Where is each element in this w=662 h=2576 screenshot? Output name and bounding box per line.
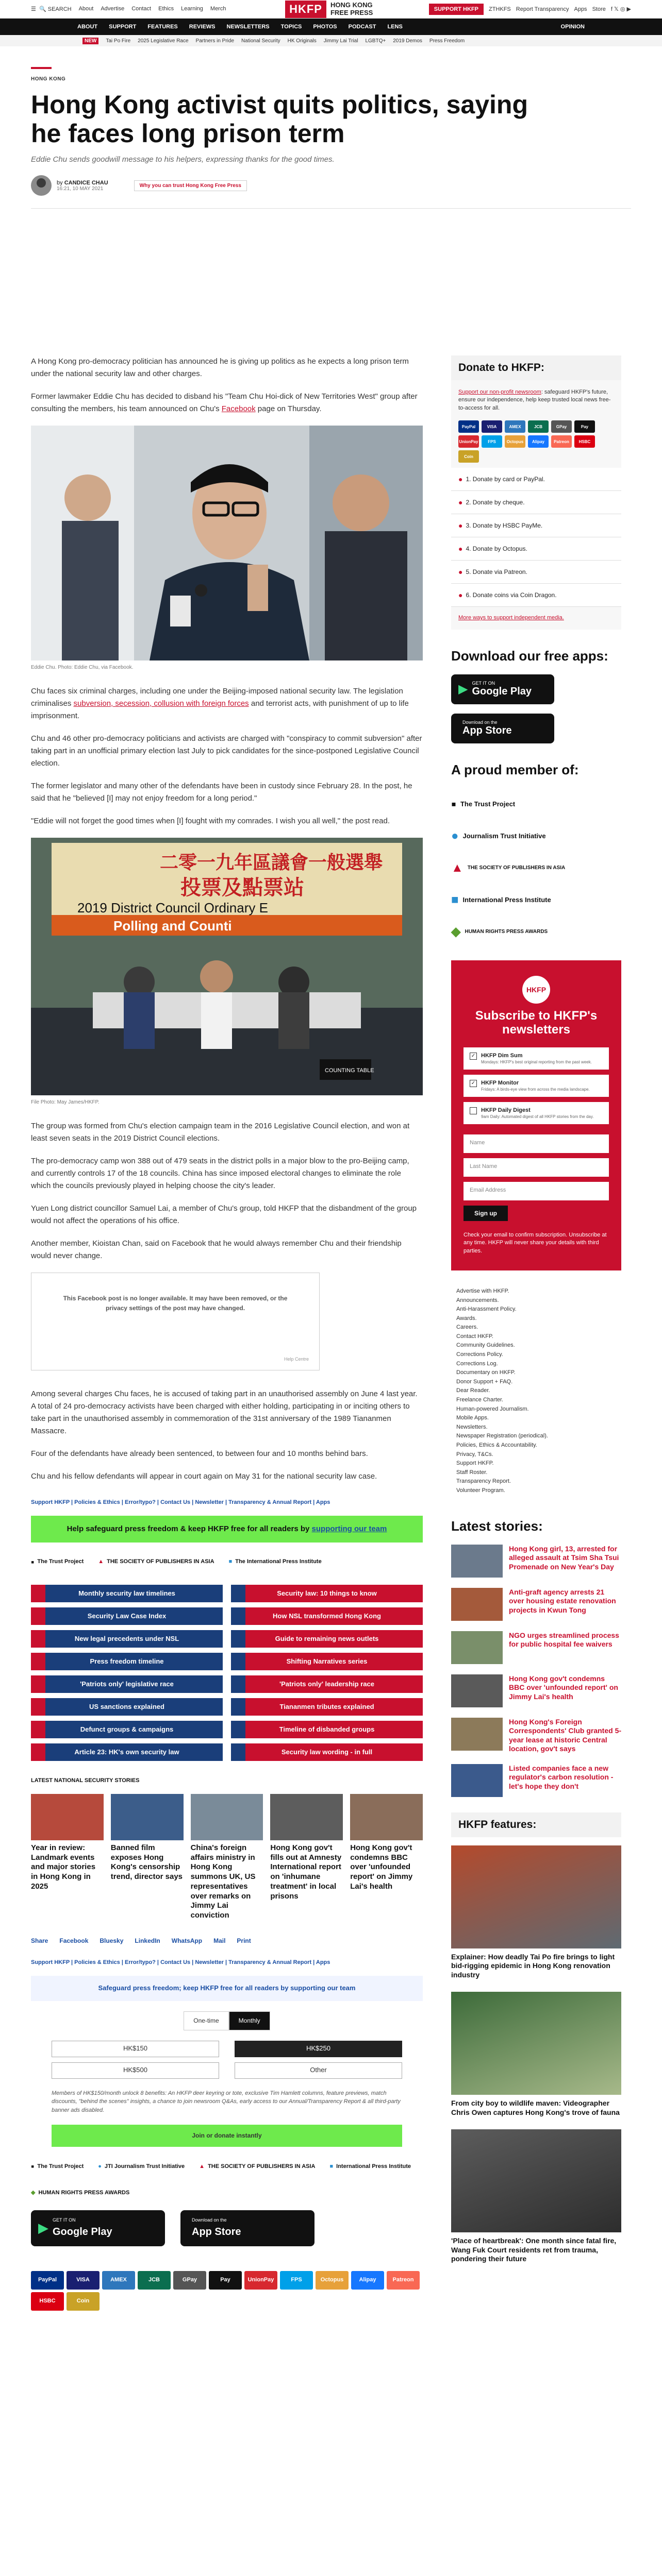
main-nav bbox=[0, 19, 662, 35]
logo-text: HONG KONG FREE PRESS bbox=[330, 1, 373, 16]
payment-method-icon: Octopus bbox=[316, 2271, 349, 2290]
sidebar-links bbox=[451, 1283, 621, 1500]
paragraph: Chu faces six criminal charges, including one under the Beijing-imposed national security law. The legislation criminalises subversion, secession, collusion with foreign forces and terrorist acts, with punishment of up to life imprisonment. bbox=[31, 687, 409, 720]
payment-method-icon: AMEX bbox=[102, 2271, 135, 2290]
sidebar-link[interactable]: Newspaper Registration (periodical). bbox=[456, 1433, 548, 1439]
nav-item[interactable]: PHOTOS bbox=[313, 24, 337, 30]
donate-heading: Donate to HKFP: bbox=[451, 355, 621, 380]
author-avatar[interactable] bbox=[31, 175, 52, 196]
jti-logo[interactable]: ● JTI Journalism Trust Initiative bbox=[98, 2163, 185, 2170]
tag-label: Defunct groups & campaigns bbox=[80, 1725, 174, 1733]
amount-option[interactable]: HK$250 bbox=[235, 2041, 402, 2057]
checkbox[interactable]: ✓ bbox=[470, 1080, 477, 1087]
tag-flag bbox=[31, 1721, 45, 1738]
top-link[interactable]: Advertise bbox=[101, 6, 125, 12]
share-whatsapp[interactable]: WhatsApp bbox=[171, 1937, 203, 1944]
support-team-link[interactable]: supporting our team bbox=[311, 1524, 387, 1533]
paragraph: Yuen Long district councillor Samuel Lai, a member of Chu's group, told HKFP that the disbandment of the group would not affect the operations of his office. bbox=[31, 1204, 417, 1225]
feature-card[interactable]: From city boy to wildlife maven: Videographer Chris Owen captures Hong Kong's trove of fauna bbox=[451, 1992, 621, 2117]
svg-text:投票及點票站: 投票及點票站 bbox=[180, 876, 304, 900]
story-thumbnail[interactable] bbox=[451, 1718, 503, 1751]
paragraph: Chu and 46 other pro-democracy politicians and activists are charged with "conspiracy to commit subversion" after taking part in an unofficial primary election last July to pick candidates for the since-postponed Legislative Council election. bbox=[31, 734, 422, 768]
payment-method-icon: UnionPay bbox=[244, 2271, 277, 2290]
top-link[interactable]: Report Transparency bbox=[516, 6, 569, 12]
tag-label: 'Patriots only' leadership race bbox=[279, 1680, 374, 1688]
tag-label: Shifting Narratives series bbox=[286, 1657, 368, 1665]
tag-flag bbox=[231, 1653, 245, 1670]
sidebar-link[interactable]: Newsletters. bbox=[456, 1423, 488, 1430]
nav-item[interactable]: REVIEWS bbox=[189, 24, 216, 30]
latest-story[interactable] bbox=[451, 1631, 621, 1664]
byline bbox=[31, 175, 631, 196]
payment-method-icon: Pay bbox=[209, 2271, 242, 2290]
nsec-card[interactable]: Banned film exposes Hong Kong's censorship trend, director says bbox=[111, 1794, 184, 1921]
share-linkedin[interactable]: LinkedIn bbox=[135, 1937, 160, 1944]
article-subtitle: Eddie Chu sends goodwill message to his helpers, expressing thanks for the good times. bbox=[31, 155, 335, 164]
nsec-card[interactable]: Hong Kong gov't condemns BBC over 'unfounded report' on Jimmy Lai's health bbox=[350, 1794, 423, 1921]
latest-story[interactable] bbox=[451, 1764, 621, 1797]
trending-link[interactable]: Press Freedom bbox=[429, 38, 465, 44]
payment-method-icon: Coin bbox=[67, 2292, 100, 2311]
tag-flag bbox=[31, 1698, 45, 1716]
share-bar bbox=[31, 1936, 423, 1946]
svg-text:2019 District Council Ordinary: 2019 District Council Ordinary E bbox=[77, 900, 268, 916]
amount-option[interactable]: HK$150 bbox=[52, 2041, 219, 2057]
newsletter-title: Subscribe to HKFP's newsletters bbox=[475, 1008, 598, 1037]
latest-heading: Latest stories: bbox=[451, 1518, 543, 1534]
paragraph: "Eddie will not forget the good times when [I] fought with my comrades. I wish you all well," the post read. bbox=[31, 817, 390, 825]
nav-item[interactable]: ABOUT bbox=[77, 24, 98, 30]
svg-text:Polling and Counti: Polling and Counti bbox=[113, 918, 232, 934]
paragraph: Chu and his fellow defendants will appear in court again on May 31 for the national security law case. bbox=[31, 1472, 377, 1481]
tag-label: Security law wording - in full bbox=[281, 1748, 373, 1756]
paragraph: The former legislator and many other of the defendants have been in custody since February 28. In the post, he said that he "believed [I] may not enjoy freedom for a long period." bbox=[31, 782, 412, 803]
tag-flag bbox=[31, 1675, 45, 1693]
support-newsroom-link[interactable]: Support our non-profit newsroom bbox=[458, 389, 541, 395]
more-ways-link[interactable]: More ways to support independent media. bbox=[458, 615, 564, 621]
sidebar-link[interactable]: Human-powered Journalism. bbox=[456, 1405, 529, 1412]
app-store-button[interactable]: Download on the App Store bbox=[180, 2210, 315, 2246]
tag-flag bbox=[31, 1607, 45, 1625]
topic-tag[interactable] bbox=[31, 1630, 223, 1648]
trending-link[interactable]: 2019 Demos bbox=[393, 38, 422, 44]
article-header bbox=[0, 46, 662, 209]
jti-logo[interactable]: ● Journalism Trust Initiative bbox=[451, 828, 546, 843]
search-link[interactable]: ☰ 🔍 SEARCH bbox=[31, 6, 72, 12]
help-centre-link[interactable]: Help Centre bbox=[284, 1356, 309, 1362]
newsletter-option[interactable]: ✓ HKFP Dim Sum Mondays: HKFP's best original reporting from the past week. bbox=[464, 1047, 609, 1070]
tab-monthly[interactable]: Monthly bbox=[229, 2011, 270, 2030]
amount-grid bbox=[31, 2041, 423, 2079]
sidebar-link[interactable]: Donor Support + FAQ. bbox=[456, 1378, 513, 1385]
tag-label: Press freedom timeline bbox=[90, 1657, 164, 1665]
sidebar-link[interactable]: Careers. bbox=[456, 1324, 478, 1331]
payment-method-icon: FPS bbox=[280, 2271, 313, 2290]
tag-label: How NSL transformed Hong Kong bbox=[273, 1612, 381, 1620]
accent-line bbox=[31, 67, 52, 69]
latest-list bbox=[451, 1545, 621, 1797]
topic-tag[interactable] bbox=[231, 1607, 423, 1625]
topic-tag[interactable] bbox=[31, 1721, 223, 1738]
story-thumbnail[interactable] bbox=[451, 1545, 503, 1578]
sidebar-link[interactable]: Support HKFP. bbox=[456, 1460, 494, 1467]
tag-flag bbox=[231, 1698, 245, 1716]
topic-tags bbox=[31, 1585, 423, 1761]
pay-methods bbox=[451, 420, 621, 468]
feature-card[interactable]: 'Place of heartbreak': One month since fatal fire, Wang Fuk Court residents ret from trauma, pondering their future bbox=[451, 2129, 621, 2264]
trending-link[interactable]: 2025 Legislative Race bbox=[138, 38, 189, 44]
tag-flag bbox=[31, 1743, 45, 1761]
nsec-grid bbox=[31, 1794, 423, 1921]
frequency-tabs bbox=[31, 2011, 423, 2030]
divider bbox=[31, 208, 631, 209]
checkbox[interactable]: ✓ bbox=[470, 1053, 477, 1060]
share-bluesky[interactable]: Bluesky bbox=[100, 1937, 124, 1944]
nav-item[interactable]: PODCAST bbox=[348, 24, 376, 30]
facebook-embed[interactable] bbox=[31, 1273, 320, 1370]
signup-button[interactable]: Sign up bbox=[464, 1206, 508, 1221]
sopa-logo[interactable]: ▲ THE SOCIETY OF PUBLISHERS IN ASIA bbox=[98, 1558, 214, 1565]
sidebar-link[interactable]: Volunteer Program. bbox=[456, 1487, 505, 1494]
payment-method-icon: Patreon bbox=[551, 435, 572, 448]
polling-station-photo bbox=[31, 838, 423, 1095]
article-date: 16:21, 10 MAY 2021 bbox=[57, 185, 104, 192]
donate-box bbox=[451, 380, 621, 630]
payment-method-icon: HSBC bbox=[574, 435, 595, 448]
sidebar-link[interactable]: Privacy, T&Cs. bbox=[456, 1451, 493, 1458]
nsec-card[interactable]: Year in review: Landmark events and major stories in Hong Kong in 2025 bbox=[31, 1794, 104, 1921]
tag-flag bbox=[31, 1585, 45, 1602]
sidebar-link[interactable]: Freelance Charter. bbox=[456, 1397, 504, 1403]
paragraph: The group was formed from Chu's election campaign team in the 2016 Legislative Council election, and won at least seven seats in the 2019 District Council elections. bbox=[31, 1122, 410, 1143]
paragraph: Another member, Kioistan Chan, said on Facebook that he would always remember Chu and their friendship would never change. bbox=[31, 1239, 402, 1260]
share-facebook[interactable]: Facebook bbox=[59, 1937, 89, 1944]
sidebar-link[interactable]: Corrections Log. bbox=[456, 1360, 498, 1367]
sidebar-link[interactable]: Transparency Report. bbox=[456, 1478, 511, 1485]
trust-project-logo[interactable]: ▪ The Trust Project bbox=[31, 1556, 84, 1567]
sidebar-link[interactable]: Corrections Policy. bbox=[456, 1351, 503, 1358]
nav-item[interactable]: OPINION bbox=[560, 24, 585, 30]
article-body bbox=[31, 355, 423, 2311]
top-bar bbox=[0, 0, 662, 19]
tag-label: Timeline of disbanded groups bbox=[279, 1725, 375, 1733]
google-play-button[interactable]: ▶ GET IT ON Google Play bbox=[451, 674, 554, 704]
topic-tag[interactable] bbox=[31, 1675, 223, 1693]
author-name[interactable]: CANDICE CHAU bbox=[64, 179, 108, 186]
ipi-logo[interactable]: ■ International Press Institute bbox=[451, 892, 551, 907]
hkfp-logo: HKFP bbox=[522, 976, 550, 1004]
support-banner[interactable]: Help safeguard press freedom & keep HKFP free for all readers by supporting our team bbox=[31, 1516, 423, 1543]
trending-link[interactable]: LGBTQ+ bbox=[365, 38, 386, 44]
site-logo[interactable] bbox=[285, 1, 377, 18]
payment-method-icon: Octopus bbox=[505, 435, 525, 448]
social-icons[interactable]: f 𝕏 ◎ ▶ bbox=[610, 6, 632, 12]
newsletter-note: Check your email to confirm subscription. Unsubscribe at any time. HKFP will never share your details with third parties. bbox=[464, 1231, 607, 1254]
topic-tag[interactable] bbox=[231, 1698, 423, 1716]
payment-method-icon: VISA bbox=[482, 420, 502, 433]
tag-flag bbox=[31, 1630, 45, 1648]
payment-method-icon: UnionPay bbox=[458, 435, 479, 448]
support-links-row[interactable]: Support HKFP | Policies & Ethics | Error/typo? | Contact Us | Newsletter | Transparency & Annual Report | Apps bbox=[31, 1499, 330, 1505]
payment-method-icon: Alipay bbox=[351, 2271, 384, 2290]
top-link[interactable]: Contact bbox=[131, 6, 152, 12]
top-link[interactable]: About bbox=[78, 6, 94, 12]
payment-method-icon: HSBC bbox=[31, 2292, 64, 2311]
topic-tag[interactable] bbox=[31, 1743, 223, 1761]
lang-switch[interactable]: ZTHKFS bbox=[488, 6, 511, 12]
sidebar-link[interactable]: Announcements. bbox=[456, 1297, 499, 1303]
tab-one-time[interactable]: One-time bbox=[184, 2011, 228, 2030]
ipi-logo[interactable]: ■ The International Press Institute bbox=[228, 1558, 322, 1565]
nav-item[interactable]: NEWSLETTERS bbox=[226, 24, 270, 30]
latest-story[interactable] bbox=[451, 1588, 621, 1621]
support-banner-2[interactable]: Safeguard press freedom; keep HKFP free for all readers by supporting our team bbox=[31, 1976, 423, 2001]
trending-link[interactable]: Partners in Pride bbox=[195, 38, 235, 44]
sidebar-link[interactable]: Anti-Harassment Policy. bbox=[456, 1306, 517, 1313]
photo-illustration bbox=[31, 838, 423, 1095]
email-input[interactable]: Email Address bbox=[464, 1182, 609, 1200]
payment-method-icon: Coin bbox=[458, 450, 479, 463]
tag-label: New legal precedents under NSL bbox=[74, 1634, 179, 1642]
hrpa-logo[interactable]: ◆ HUMAN RIGHTS PRESS AWARDS bbox=[451, 925, 548, 939]
last-name-input[interactable]: Last Name bbox=[464, 1158, 609, 1177]
sidebar-link[interactable]: Community Guidelines. bbox=[456, 1342, 515, 1349]
tag-label: Security Law Case Index bbox=[87, 1612, 167, 1620]
tag-flag bbox=[31, 1653, 45, 1670]
google-play-button[interactable]: ▶ GET IT ON Google Play bbox=[31, 2210, 165, 2246]
topic-tag[interactable] bbox=[231, 1585, 423, 1602]
share-mail[interactable]: Mail bbox=[213, 1937, 226, 1944]
payment-method-icon: Patreon bbox=[387, 2271, 420, 2290]
tag-flag bbox=[231, 1675, 245, 1693]
topic-tag[interactable] bbox=[231, 1630, 423, 1648]
latest-story[interactable] bbox=[451, 1718, 621, 1754]
hrpa-logo[interactable]: ◆ HUMAN RIGHTS PRESS AWARDS bbox=[31, 2190, 130, 2196]
payment-method-icon: JCB bbox=[528, 420, 549, 433]
payment-method-icon: FPS bbox=[482, 435, 502, 448]
paragraph: Four of the defendants have already been sentenced, to between four and 10 months behind bars. bbox=[31, 1449, 368, 1458]
trending-link[interactable]: Jimmy Lai Trial bbox=[323, 38, 358, 44]
embed-message: This Facebook post is no longer available. It may have been removed, or the privacy settings of the post may have changed. bbox=[63, 1295, 288, 1312]
topic-tag[interactable] bbox=[231, 1743, 423, 1761]
new-badge: NEW bbox=[82, 38, 98, 44]
sidebar-link[interactable]: Advertise with HKFP. bbox=[456, 1287, 509, 1294]
article-title: Hong Kong activist quits politics, saying he faces long prison term bbox=[31, 90, 528, 148]
payment-method-icon: AMEX bbox=[505, 420, 525, 433]
sopa-logo[interactable]: ▲ THE SOCIETY OF PUBLISHERS IN ASIA bbox=[199, 2163, 316, 2170]
newsletter-option[interactable]: HKFP Daily Digest 9am Daily: Automated digest of all HKFP stories from the day. bbox=[464, 1102, 609, 1124]
amount-option[interactable]: Other bbox=[235, 2062, 402, 2079]
tag-label: 'Patriots only' legislative race bbox=[80, 1680, 174, 1688]
story-title[interactable]: Anti-graft agency arrests 21 over housing estate renovation projects in Kwun Tong bbox=[509, 1587, 616, 1614]
trust-project-logo[interactable]: ▪ The Trust Project bbox=[31, 2161, 84, 2172]
topic-tag[interactable] bbox=[31, 1607, 223, 1625]
share-label: Share bbox=[31, 1937, 48, 1944]
svg-text:二零一九年區議會一般選舉: 二零一九年區議會一般選舉 bbox=[160, 852, 383, 873]
tag-flag bbox=[231, 1585, 245, 1602]
payment-method-icon: PayPal bbox=[31, 2271, 64, 2290]
feature-card[interactable]: Explainer: How deadly Tai Po fire brings to light bid-rigging epidemic in Hong Kong renovation industry bbox=[451, 1845, 621, 1980]
trust-project-logo[interactable]: ▪ The Trust Project bbox=[451, 795, 516, 812]
story-thumbnail[interactable] bbox=[451, 1764, 503, 1797]
footer-app-stores bbox=[31, 2210, 423, 2256]
trending-bar bbox=[0, 35, 662, 46]
member-heading: A proud member of: bbox=[451, 761, 579, 777]
top-link[interactable]: Apps bbox=[574, 6, 587, 12]
topic-tag[interactable] bbox=[31, 1698, 223, 1716]
sidebar-link[interactable]: Staff Roster. bbox=[456, 1469, 488, 1476]
story-title[interactable]: NGO urges streamlined process for public hospital fee waivers bbox=[509, 1631, 619, 1649]
why-trust-link[interactable]: Why you can trust Hong Kong Free Press bbox=[134, 180, 247, 191]
footer-logos bbox=[31, 2159, 423, 2197]
nsec-card[interactable]: Hong Kong gov't fills out at Amnesty International report on 'inhumane treatment' in local prisons bbox=[270, 1794, 343, 1921]
support-hkfp-button[interactable]: SUPPORT HKFP bbox=[429, 4, 484, 15]
payment-method-icon: Pay bbox=[574, 420, 595, 433]
latest-story[interactable] bbox=[451, 1674, 621, 1707]
nav-item[interactable]: FEATURES bbox=[147, 24, 178, 30]
top-link[interactable]: Learning bbox=[181, 6, 203, 12]
tag-label: Article 23: HK's own security law bbox=[74, 1748, 179, 1756]
photo-caption: Eddie Chu. Photo: Eddie Chu, via Facebook. bbox=[31, 665, 134, 670]
donate-option[interactable]: ● 6. Donate coins via Coin Dragon. bbox=[451, 584, 621, 607]
photo-illustration bbox=[31, 426, 423, 660]
partner-logos bbox=[31, 1555, 423, 1570]
sidebar-link[interactable]: Contact HKFP. bbox=[456, 1333, 493, 1340]
donate-option[interactable]: ● 5. Donate via Patreon. bbox=[451, 561, 621, 584]
payment-method-icon: PayPal bbox=[458, 420, 479, 433]
story-title[interactable]: Hong Kong girl, 13, arrested for alleged assault at Tsim Sha Tsui Promenade on New Year's Day bbox=[509, 1544, 619, 1571]
trending-link[interactable]: HK Originals bbox=[287, 38, 317, 44]
payment-method-icon: JCB bbox=[138, 2271, 171, 2290]
tag-flag bbox=[231, 1607, 245, 1625]
donate-text: Support our non-profit newsroom: safeguard HKFP's future, ensure our independence, help keep trusted local news free-to-access for all. bbox=[458, 389, 611, 411]
story-thumbnail[interactable] bbox=[451, 1588, 503, 1621]
donate-option[interactable]: ● 2. Donate by cheque. bbox=[451, 491, 621, 514]
top-link[interactable]: Store bbox=[592, 6, 606, 12]
by-label: by bbox=[57, 179, 63, 186]
tag-label: Monthly security law timelines bbox=[78, 1589, 175, 1597]
tag-flag bbox=[231, 1743, 245, 1761]
tag-flag bbox=[231, 1721, 245, 1738]
donate-option[interactable]: ● 4. Donate by Octopus. bbox=[451, 537, 621, 561]
svg-text:COUNTING TABLE: COUNTING TABLE bbox=[325, 1067, 374, 1074]
trending-link[interactable]: National Security bbox=[241, 38, 280, 44]
story-title[interactable]: Listed companies face a new regulator's carbon resolution - let's hope they don't bbox=[509, 1764, 614, 1790]
tag-flag bbox=[231, 1630, 245, 1648]
payment-method-icon: Alipay bbox=[528, 435, 549, 448]
tag-label: Security law: 10 things to know bbox=[277, 1589, 377, 1597]
story-title[interactable]: Hong Kong gov't condemns BBC over 'unfounded report' on Jimmy Lai's health bbox=[509, 1674, 618, 1701]
nsl-link[interactable]: subversion, secession, collusion with foreign forces bbox=[73, 699, 249, 708]
name-input[interactable]: Name bbox=[464, 1134, 609, 1153]
nav-item[interactable]: SUPPORT bbox=[109, 24, 137, 30]
photo-caption: File Photo: May James/HKFP. bbox=[31, 1099, 100, 1105]
payment-method-icon: GPay bbox=[551, 420, 572, 433]
newsletter-box bbox=[451, 960, 621, 1270]
tag-label: Guide to remaining news outlets bbox=[275, 1634, 379, 1642]
sidebar-link[interactable]: Mobile Apps. bbox=[456, 1415, 489, 1421]
sidebar-link[interactable]: Awards. bbox=[456, 1315, 477, 1321]
sopa-logo[interactable]: ▲ THE SOCIETY OF PUBLISHERS IN ASIA bbox=[451, 860, 566, 875]
join-button[interactable]: Join or donate instantly bbox=[52, 2125, 402, 2147]
sidebar-link[interactable]: Policies, Ethics & Accountability. bbox=[456, 1442, 537, 1449]
newsletter-option[interactable]: ✓ HKFP Monitor Fridays: A birds-eye view from across the media landscape. bbox=[464, 1075, 609, 1097]
story-thumbnail[interactable] bbox=[451, 1674, 503, 1707]
sidebar-link[interactable]: Dear Reader. bbox=[456, 1387, 490, 1394]
trending-link[interactable]: Tai Po Fire bbox=[106, 38, 131, 44]
paragraph: The pro-democracy camp won 388 out of 479 seats in the district polls in a major blow to the pro-Beijing camp, and currently controls 17 of the 18 councils. China has since imposed electoral changes to eliminate the role which the councils previously played in helping choose the city's leader. bbox=[31, 1157, 409, 1190]
ipi-logo[interactable]: ■ International Press Institute bbox=[329, 2163, 411, 2170]
payment-method-icon: VISA bbox=[67, 2271, 100, 2290]
tag-label: Tiananmen tributes explained bbox=[279, 1702, 374, 1710]
top-link[interactable]: Merch bbox=[210, 6, 226, 12]
share-print[interactable]: Print bbox=[237, 1937, 251, 1944]
latest-story[interactable] bbox=[451, 1545, 621, 1578]
features-heading: HKFP features: bbox=[451, 1812, 621, 1837]
story-title[interactable]: Hong Kong's Foreign Correspondents' Club granted 5-year lease at historic Central location, gov't says bbox=[509, 1717, 622, 1753]
checkbox[interactable] bbox=[470, 1107, 477, 1114]
donate-option[interactable]: ● 1. Donate by card or PayPal. bbox=[451, 468, 621, 491]
tag-label: US sanctions explained bbox=[89, 1702, 164, 1710]
sidebar bbox=[451, 355, 621, 2276]
nsec-card[interactable]: China's foreign affairs ministry in Hong Kong summons UK, US representatives over remarks on Jimmy Lai conviction bbox=[191, 1794, 263, 1921]
footer-pay-methods bbox=[31, 2271, 423, 2311]
topic-tag[interactable] bbox=[231, 1721, 423, 1738]
paragraph: A Hong Kong pro-democracy politician has announced he is giving up politics as he expects a long prison term under the national security law and other charges. bbox=[31, 357, 409, 378]
top-link[interactable]: Ethics bbox=[158, 6, 174, 12]
eddie-chu-photo bbox=[31, 426, 423, 660]
topic-tag[interactable] bbox=[231, 1675, 423, 1693]
section-label[interactable]: HONG KONG bbox=[31, 76, 66, 82]
facebook-link[interactable]: Facebook bbox=[221, 404, 256, 413]
paragraph: Former lawmaker Eddie Chu has decided to disband his "Team Chu Hoi-dick of New Territories West" group after consulting the members, his team announced on Chu's Facebook page on Thursday. bbox=[31, 392, 418, 413]
nav-item[interactable]: TOPICS bbox=[280, 24, 302, 30]
payment-method-icon: GPay bbox=[173, 2271, 206, 2290]
paragraph: Among several charges Chu faces, he is accused of taking part in an unauthorised assembly on June 4 last year. A total of 24 pro-democracy activists have been charged with either holding, participating in or inciting others to take part in the unauthorised assembly in commemoration of the 31st anniversary of the 1989 Tiananmen Massacre. bbox=[31, 1389, 418, 1435]
topic-tag[interactable] bbox=[31, 1653, 223, 1670]
app-store-button[interactable]: Download on the App Store bbox=[451, 714, 554, 743]
donate-option[interactable]: ● 3. Donate by HSBC PayMe. bbox=[451, 514, 621, 537]
members-note: Members of HK$150/month unlock 8 benefits: An HKFP deer keyring or tote, exclusive Tim Hamlett columns, feature previews, match discounts, "behind the scenes" insights, a chance to join newsroom Q&As, early access to our Annual/Transparency Report & all third-party banner ads disabled. bbox=[52, 2090, 401, 2113]
amount-option[interactable]: HK$500 bbox=[52, 2062, 219, 2079]
nav-item[interactable]: LENS bbox=[387, 24, 403, 30]
logo-mark: HKFP bbox=[285, 1, 326, 18]
apps-heading: Download our free apps: bbox=[451, 648, 608, 664]
topic-tag[interactable] bbox=[231, 1653, 423, 1670]
story-thumbnail[interactable] bbox=[451, 1631, 503, 1664]
topic-tag[interactable] bbox=[31, 1585, 223, 1602]
sidebar-link[interactable]: Documentary on HKFP. bbox=[456, 1369, 516, 1376]
support-links-row[interactable]: Support HKFP | Policies & Ethics | Error/typo? | Contact Us | Newsletter | Transparency & Annual Report | Apps bbox=[31, 1959, 330, 1966]
nsec-heading: LATEST NATIONAL SECURITY STORIES bbox=[31, 1777, 140, 1784]
